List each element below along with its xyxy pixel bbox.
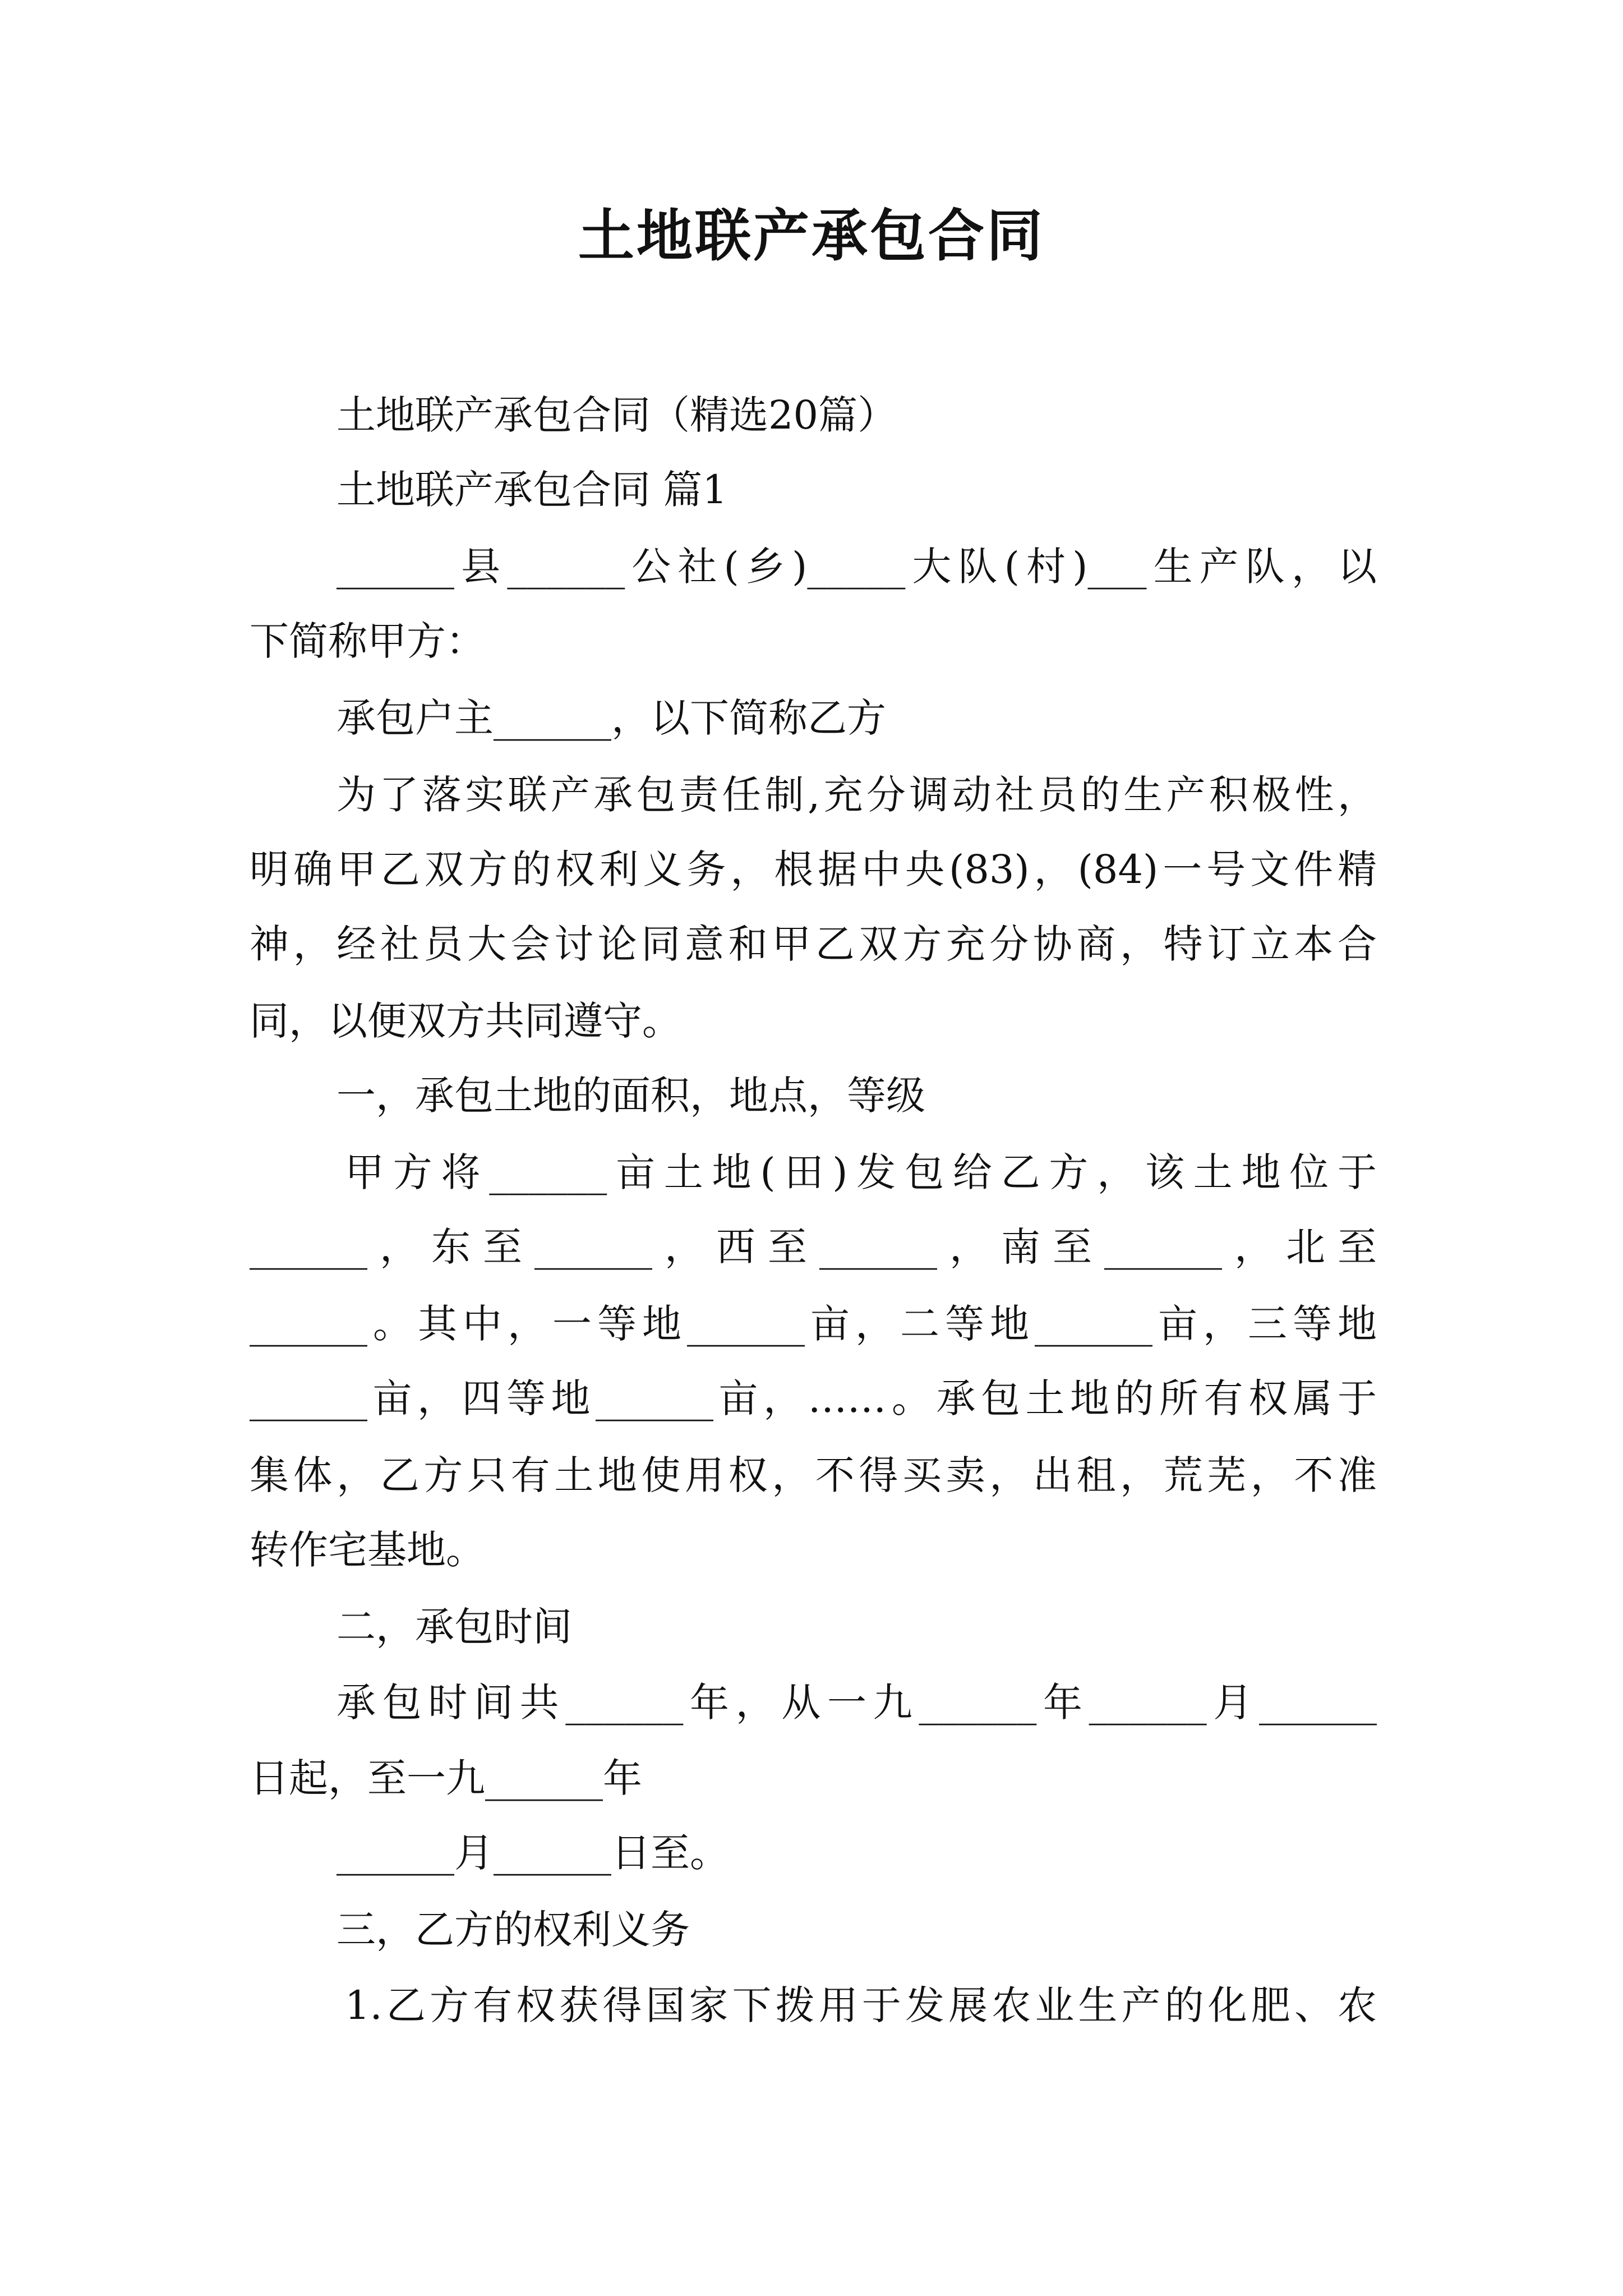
paragraph-line: ______月______日至。 (336, 1830, 729, 1876)
paragraph-line: 神，经社员大会讨论同意和甲乙双方充分协商，特订立本合 (250, 921, 1377, 967)
paragraph-line: 转作宅基地。 (250, 1527, 485, 1573)
paragraph-line: 明确甲乙双方的权利义务，根据中央(83)，(84)一号文件精 (250, 846, 1377, 892)
paragraph-line: 为了落实联产承包责任制,充分调动社员的生产积极性， (336, 772, 1377, 818)
paragraph-line: 日起，至一九______年 (250, 1755, 642, 1801)
paragraph-line: ______，东至______，西至______，南至______，北至 (250, 1224, 1377, 1270)
clause-heading: 一，承包土地的面积，地点，等级 (336, 1073, 925, 1119)
paragraph-line: ______县______公社(乡)_____大队(村)___生产队，以 (336, 544, 1377, 590)
clause-heading: 二，承包时间 (336, 1604, 572, 1650)
paragraph-line: 下简称甲方： (250, 618, 485, 664)
paragraph-line: 集体，乙方只有土地使用权，不得买卖，出租，荒芜，不准 (250, 1452, 1377, 1498)
paragraph-line: 承包时间共______年，从一九______年______月______ (336, 1680, 1377, 1726)
paragraph-line: ______亩，四等地______亩，……。承包土地的所有权属于 (250, 1375, 1377, 1421)
section-heading: 土地联产承包合同 篇1 (336, 467, 727, 513)
document-title: 土地联产承包合同 (578, 203, 1045, 269)
paragraph-line: 1.乙方有权获得国家下拨用于发展农业生产的化肥、农 (345, 1982, 1377, 2028)
paragraph-line: 承包户主______，以下简称乙方 (336, 695, 886, 741)
paragraph-line: 甲方将______亩土地(田)发包给乙方，该土地位于 (345, 1149, 1377, 1195)
clause-heading: 三，乙方的权利义务 (336, 1907, 690, 1953)
subtitle-line: 土地联产承包合同（精选20篇） (336, 392, 897, 438)
paragraph-line: ______。其中，一等地______亩，二等地______亩，三等地 (250, 1301, 1377, 1347)
paragraph-line: 同，以便双方共同遵守。 (250, 998, 681, 1044)
